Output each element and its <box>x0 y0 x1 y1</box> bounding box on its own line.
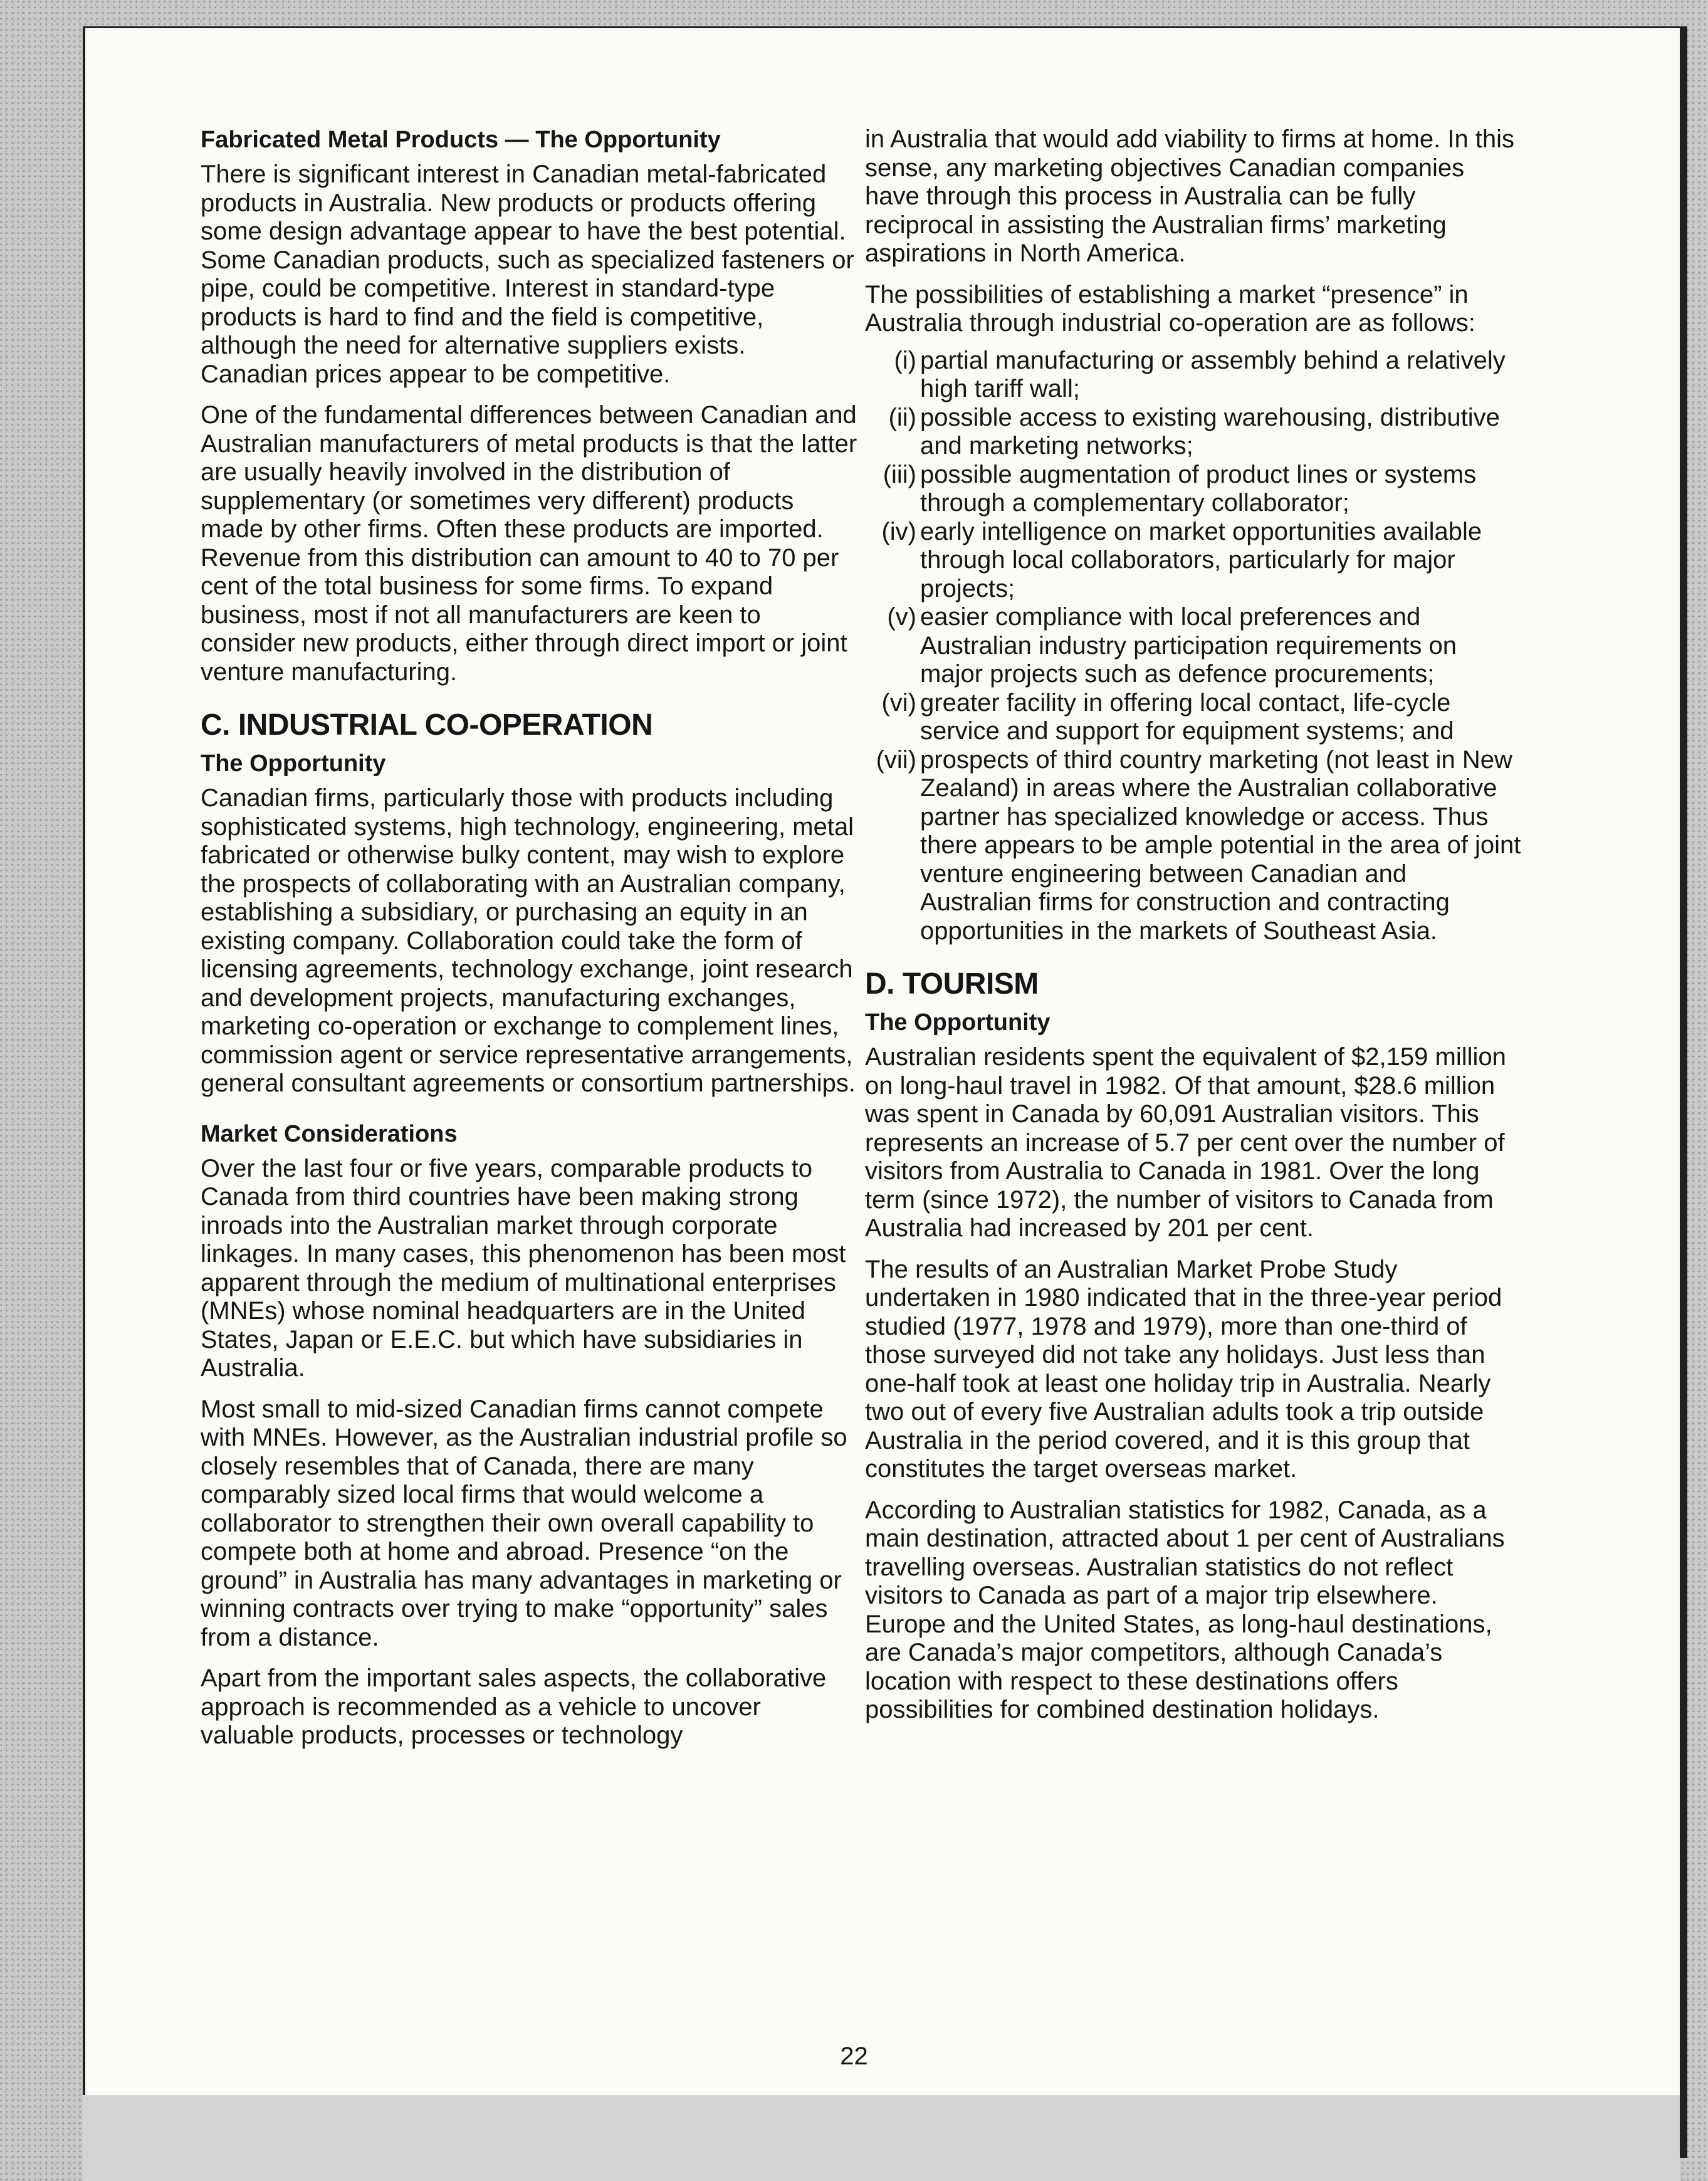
presence-list <box>865 347 1523 946</box>
tourism-paragraph-1: Australian residents spent the equivalent of $2,159 million on long-haul travel in 1982. Of that amount, $28.6 million was spent in Canada by 60,091 Australian visitors. This represents an increase of 5.7 per cent over the number of visitors from Australia to Canada in 1981. Over the long term (since 1972), the number of visitors to Canada from Australia had increased by 201 per cent. <box>865 1043 1506 1242</box>
presence-intro-paragraph: The possibilities of establishing a market “presence” in Australia through industrial co-operation are as follows: <box>865 280 1475 337</box>
list-item <box>865 603 1523 689</box>
list-item-text: greater facility in offering local contact, life-cycle service and support for equipment systems; and <box>920 688 1454 745</box>
section-c-opportunity-paragraph: Canadian firms, particularly those with products including sophisticated systems, high technology, engineering, metal fabricated or otherwise bulky content, may wish to explore the prospects of collaborating with an Australian company, establishing a subsidiary, or purchasing an equity in an existing company. Collaboration could take the form of licensing agreements, technology exchange, joint research and development projects, manufacturing exchanges, marketing co-operation or exchange to complement lines, commission agent or service representative arrangements, general consultant agreements or consortium partnerships. <box>201 784 856 1097</box>
fabricated-metal-heading: Fabricated Metal Products — The Opportunity <box>201 127 721 153</box>
market-considerations-heading: Market Considerations <box>201 1120 458 1147</box>
fabricated-paragraph-1: There is significant interest in Canadian metal-fabricated products in Australia. New products or products offering some design advantage appear to have the best potential. Some Canadian products, such as specialized fasteners or pipe, could be competitive. Interest in standard-type products is hard to find and the field is competitive, although the need for alternative suppliers exists. Canadian prices appear to be competitive. <box>201 160 854 388</box>
list-item <box>865 347 1523 404</box>
section-c-heading: C. INDUSTRIAL CO-OPERATION <box>201 708 653 742</box>
list-item-text: possible augmentation of product lines or systems through a complementary collaborator; <box>920 460 1477 517</box>
list-item-text: easier compliance with local preferences and Australian industry participation requirements on major projects such as defence procurements; <box>920 603 1457 688</box>
tourism-paragraph-2: The results of an Australian Market Probe Study undertaken in 1980 indicated that in the three-year period studied (1977, 1978 and 1979), more than one-third of those surveyed did not take any holidays. Just less than one-half took at least one holiday trip in Australia. Nearly two out of every five Australian adults took a trip outside Australia in the period covered, and it is this group that constitutes the target overseas market. <box>865 1255 1502 1483</box>
list-item <box>865 746 1523 946</box>
market-paragraph-1: Over the last four or five years, comparable products to Canada from third countries have been making strong inroads into the Australian market through corporate linkages. In many cases, this phenomenon has been most apparent through the medium of multinational enterprises (MNEs) whose nominal headquarters are in the United States, Japan or E.E.C. but which have subsidiaries in Australia. <box>201 1154 846 1382</box>
list-item-number: (iv) <box>881 517 916 545</box>
list-item <box>865 461 1523 518</box>
list-item <box>865 518 1523 604</box>
market-paragraph-3: Apart from the important sales aspects, the collaborative approach is recommended as a vehicle to uncover valuable products, processes or technology <box>201 1664 827 1749</box>
right-column <box>865 125 1523 1737</box>
fabricated-paragraph-2: One of the fundamental differences between Canadian and Australian manufacturers of metal products is that the latter are usually heavily involved in the distribution of supplementary (or sometimes very different) products made by other firms. Often these products are imported. Revenue from this distribution can amount to 40 to 70 per cent of the total business for some firms. To expand business, most if not all manufacturers are keen to consider new products, either through direct import or joint venture manufacturing. <box>201 401 857 686</box>
list-item-number: (vi) <box>881 688 916 717</box>
list-item-number: (i) <box>894 346 916 374</box>
section-d-heading: D. TOURISM <box>865 967 1039 1001</box>
list-item-number: (iii) <box>883 460 916 488</box>
page-number: 22 <box>840 2042 868 2070</box>
scan-bottom-margin <box>83 2095 1680 2181</box>
section-d-opportunity-heading: The Opportunity <box>865 1009 1050 1036</box>
list-item <box>865 689 1523 746</box>
left-column <box>201 125 859 1763</box>
list-item <box>865 404 1523 461</box>
list-item-text: prospects of third country marketing (not least in New Zealand) in areas where the Australian collaborative partner has specialized knowledge or access. Thus there appears to be ample potential in the area of joint venture engineering between Canadian and Australian firms for construction and contracting opportunities in the markets of Southeast Asia. <box>920 745 1521 945</box>
list-item-text: possible access to existing warehousing, distributive and marketing networks; <box>920 403 1500 460</box>
market-paragraph-2: Most small to mid-sized Canadian firms cannot compete with MNEs. However, as the Australian industrial profile so closely resembles that of Canada, there are many comparably sized local firms that would welcome a collaborator to strengthen their own overall capability to compete both at home and abroad. Presence “on the ground” in Australia has many advantages in marketing or winning contracts over trying to make “opportunity” sales from a distance. <box>201 1395 847 1651</box>
page-edge-shadow <box>1680 26 1687 2158</box>
list-item-number: (v) <box>887 603 916 631</box>
list-item-number: (ii) <box>888 403 916 431</box>
list-item-text: partial manufacturing or assembly behind a relatively high tariff wall; <box>920 346 1506 402</box>
section-c-opportunity-heading: The Opportunity <box>201 750 386 777</box>
tourism-paragraph-3: According to Australian statistics for 1982, Canada, as a main destination, attracted about 1 per cent of Australians travelling overseas. Australian statistics do not reflect visitors to Canada as part of a major trip elsewhere. Europe and the United States, as long-haul destinations, are Canada’s major competitors, although Canada’s location with respect to these destinations offers possibilities for combined destination holidays. <box>865 1496 1505 1723</box>
continuation-paragraph: in Australia that would add viability to firms at home. In this sense, any marketing objectives Canadian companies have through this process in Australia can be fully reciprocal in assisting the Australian firms’ marketing aspirations in North America. <box>865 125 1515 267</box>
list-item-number: (vii) <box>876 745 916 774</box>
list-item-text: early intelligence on market opportunities available through local collaborators, particularly for major projects; <box>920 517 1482 602</box>
